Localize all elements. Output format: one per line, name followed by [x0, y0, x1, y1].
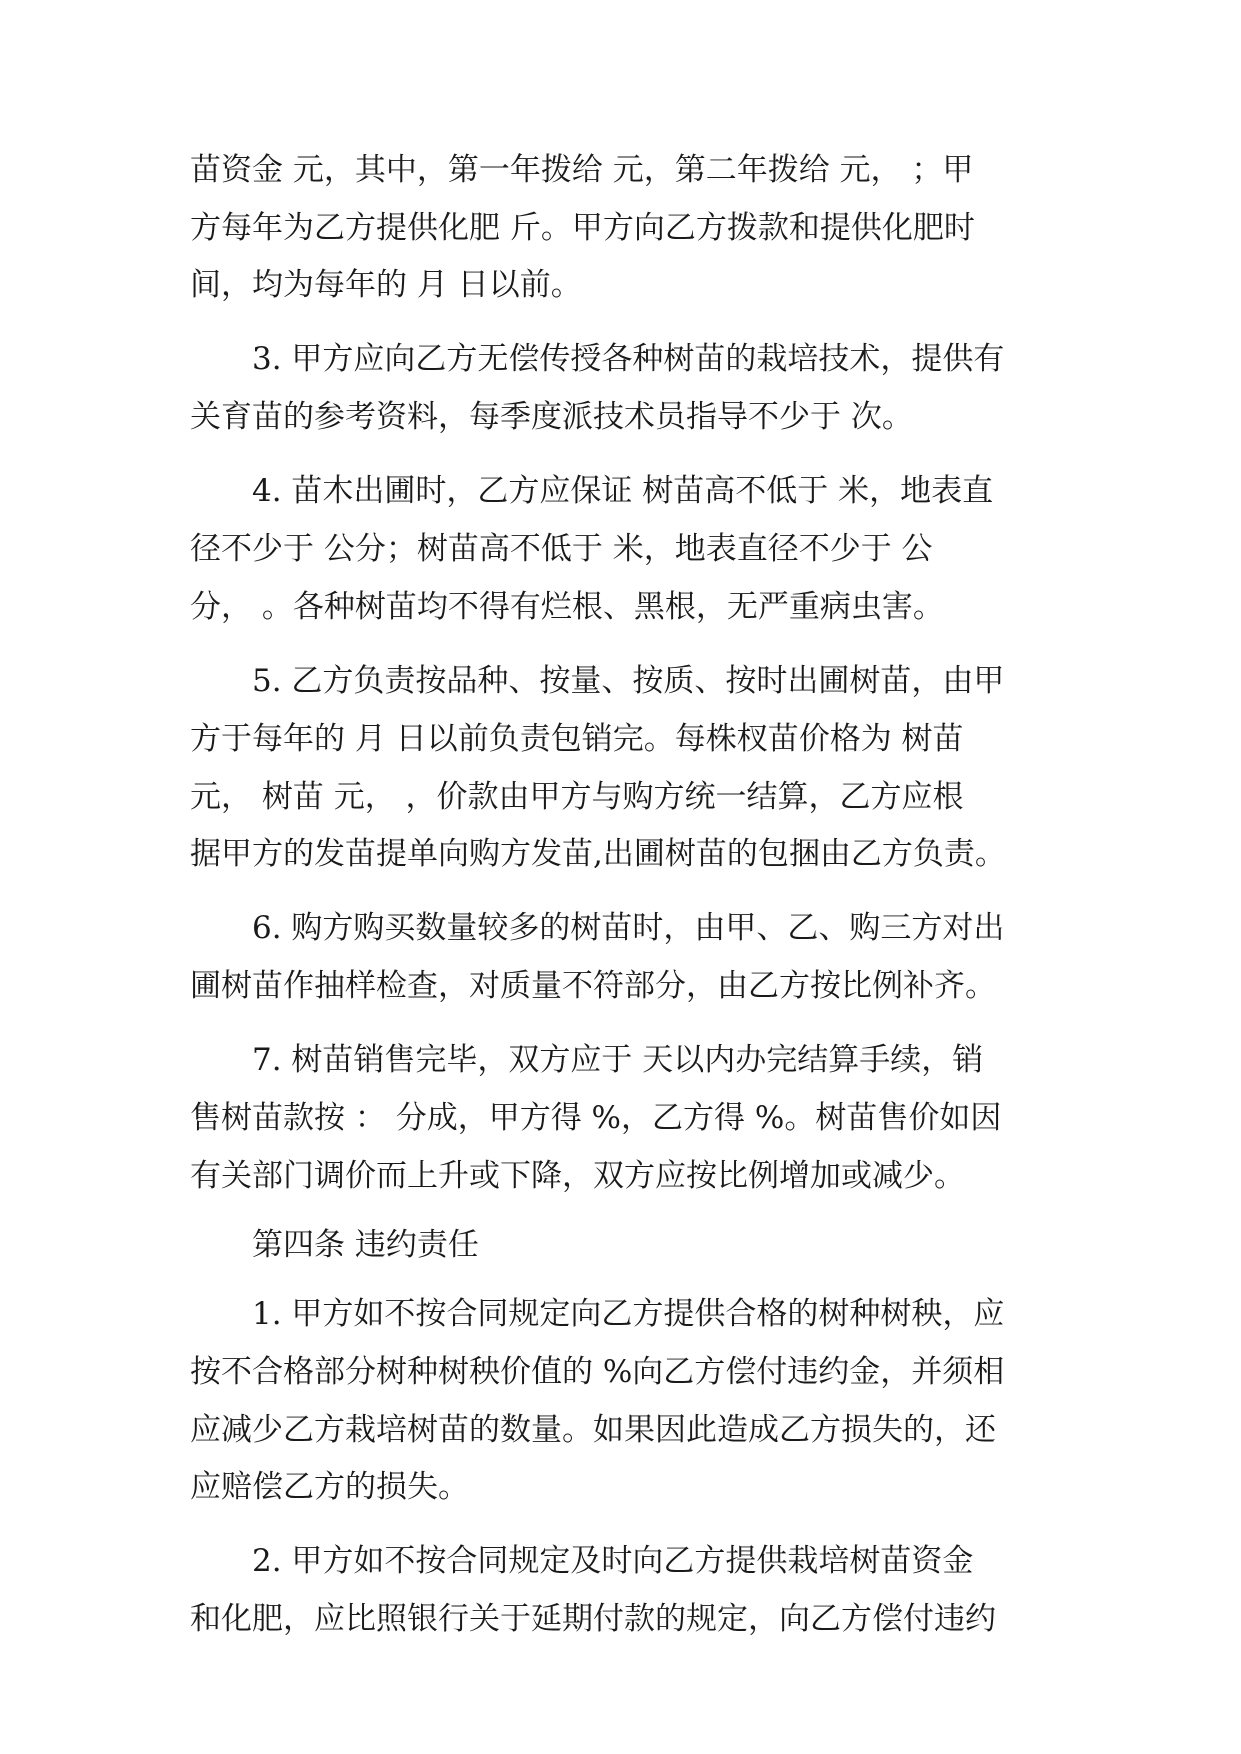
body-text-line: 分， 。各种树苗均不得有烂根、黑根，无严重病虫害。	[190, 589, 944, 625]
body-text-line: 径不少于 公分；树苗高不低于 米，地表直径不少于 公	[190, 531, 933, 567]
body-text-line: 苗资金 元，其中，第一年拨给 元，第二年拨给 元， ；甲	[190, 152, 974, 188]
body-text-line: 方于每年的 月 日以前负责包销完。每株杈苗价格为 树苗	[190, 721, 964, 757]
body-text-line: 方每年为乙方提供化肥 斤。甲方向乙方拨款和提供化肥时	[190, 210, 975, 246]
body-text-line: 间，均为每年的 月 日以前。	[190, 267, 582, 303]
clause-5-line: 5. 乙方负责按品种、按量、按质、按时出圃树苗，由甲	[252, 663, 1005, 699]
body-text-line: 应减少乙方栽培树苗的数量。如果因此造成乙方损失的，还	[190, 1412, 996, 1448]
penalty-clause-2-line: 2. 甲方如不按合同规定及时向乙方提供栽培树苗资金	[252, 1543, 974, 1579]
clause-3-line: 3. 甲方应向乙方无偿传授各种树苗的栽培技术，提供有	[252, 341, 1005, 377]
body-text-line: 圃树苗作抽样检查，对质量不符部分，由乙方按比例补齐。	[190, 968, 996, 1004]
body-text-line: 据甲方的发苗提单向购方发苗,出圃树苗的包捆由乙方负责。	[190, 836, 1006, 872]
clause-7-line: 7. 树苗销售完毕，双方应于 天以内办完结算手续，销	[252, 1042, 984, 1078]
body-text-line: 有关部门调价而上升或下降，双方应按比例增加或减少。	[190, 1158, 965, 1194]
clause-4-line: 4. 苗木出圃时，乙方应保证 树苗高不低于 米，地表直	[252, 473, 994, 509]
penalty-clause-1-line: 1. 甲方如不按合同规定向乙方提供合格的树种树秧，应	[252, 1296, 1005, 1332]
clause-6-line: 6. 购方购买数量较多的树苗时，由甲、乙、购三方对出	[252, 910, 1005, 946]
body-text-line: 元， 树苗 元， ，价款由甲方与购方统一结算，乙方应根	[190, 779, 964, 815]
body-text-line: 关育苗的参考资料，每季度派技术员指导不少于 次。	[190, 399, 913, 435]
body-text-line: 应赔偿乙方的损失。	[190, 1469, 469, 1505]
section-heading: 第四条 违约责任	[252, 1227, 479, 1263]
body-text-line: 和化肥，应比照银行关于延期付款的规定，向乙方偿付违约	[190, 1601, 996, 1637]
body-text-line: 按不合格部分树种树秧价值的 %向乙方偿付违约金，并须相	[190, 1354, 1005, 1390]
body-text-line: 售树苗款按 ： 分成，甲方得 %，乙方得 %。树苗售价如因	[190, 1100, 1002, 1136]
